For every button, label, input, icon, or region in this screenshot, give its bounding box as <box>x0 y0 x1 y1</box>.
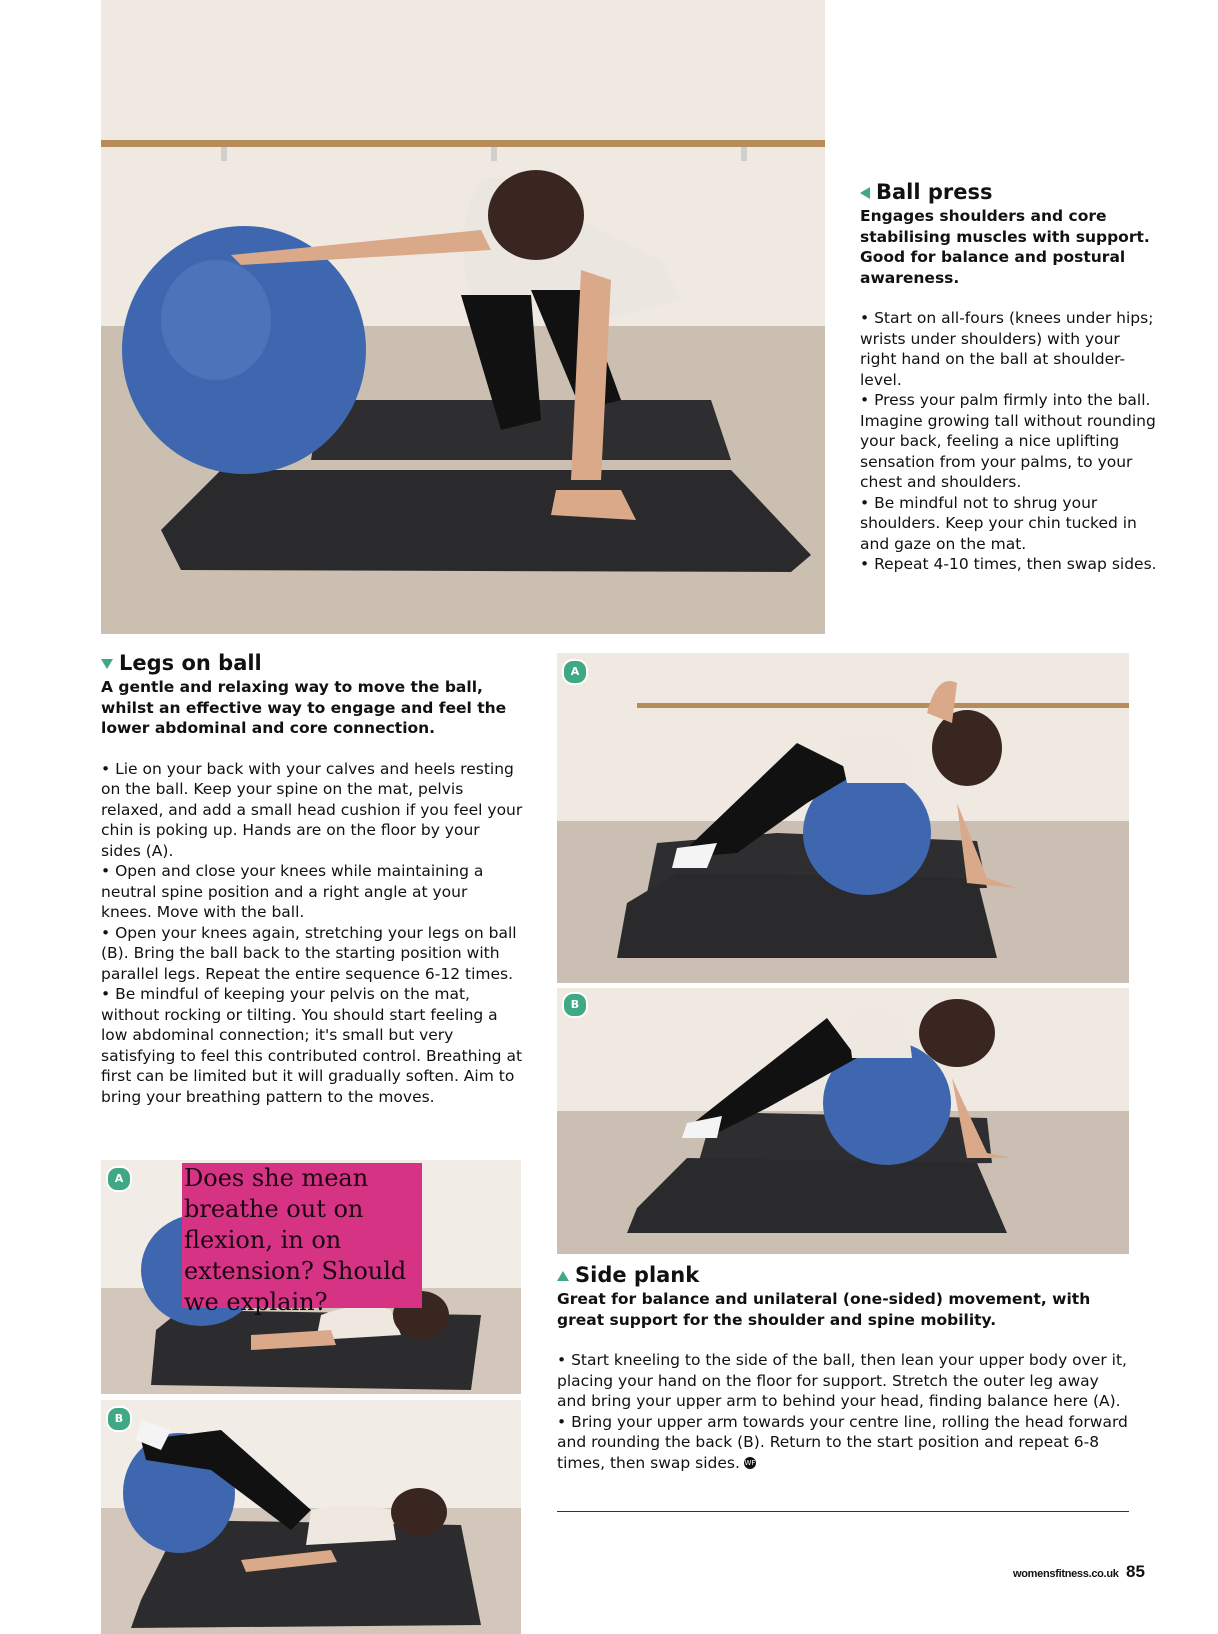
legs-on-ball-step-3: • Open your knees again, stretching your legs on ball (B). Bring the ball back to the starting position with parallel legs. Repeat the entire sequence 6-12 times. <box>101 923 517 983</box>
badge-b-side-plank: B <box>562 992 588 1018</box>
ball-press-step-2: • Press your palm firmly into the ball. Imagine growing tall without rounding your back, feeling a nice uplifting sensation from your palms, to your chest and shoulders. <box>860 391 1156 491</box>
side-plank-steps <box>557 1350 1129 1473</box>
bottom-rule <box>557 1511 1129 1512</box>
side-plank-photo-b <box>557 988 1129 1254</box>
ball-press-step-4: • Repeat 4-10 times, then swap sides. <box>860 555 1157 573</box>
triangle-up-icon <box>557 1271 569 1281</box>
footer-site: womensfitness.co.uk <box>1013 1568 1119 1580</box>
side-plank-heading: Side plank <box>557 1263 1129 1287</box>
editor-note: Does she mean breathe out on flexion, in on extension? Should we explain? <box>182 1163 422 1308</box>
triangle-down-icon <box>101 659 113 669</box>
legs-on-ball-steps <box>101 759 523 1108</box>
legs-on-ball-step-4: • Be mindful of keeping your pelvis on the mat, without rocking or tilting. You should start feeling a low abdominal connection; it's small but very satisfying to feel this contributed control. Breathing at first can be limited but it will gradually soften. Aim to bring your breathing pattern to the moves. <box>101 985 523 1106</box>
ball-press-step-3: • Be mindful not to shrug your shoulders. Keep your chin tucked in and gaze on the mat. <box>860 493 1137 553</box>
side-plank-step-2: • Bring your upper arm towards your centre line, rolling the head forward and rounding the back (B). Return to the start position and repeat 6-8 times, then swap sides. WF <box>557 1412 1128 1472</box>
side-plank-photo-a <box>557 653 1129 983</box>
ball-press-steps <box>860 308 1160 575</box>
triangle-left-icon <box>860 187 870 199</box>
ball-press-photo <box>101 0 825 634</box>
legs-on-ball-photo-b <box>101 1400 521 1634</box>
ball-press-heading: Ball press <box>860 180 1160 204</box>
legs-on-ball-intro: A gentle and relaxing way to move the ball, whilst an effective way to engage and feel the lower abdominal and core connection. <box>101 678 507 737</box>
ball-press-step-1: • Start on all-fours (knees under hips; wrists under shoulders) with your right hand on the ball at shoulder-level. <box>860 309 1154 389</box>
badge-a-legs-on-ball: A <box>106 1166 132 1192</box>
footer <box>1013 1562 1145 1582</box>
end-mark-icon: WF <box>744 1459 756 1467</box>
side-plank-intro: Great for balance and unilateral (one-sided) movement, with great support for the shoulder and spine mobility. <box>557 1290 1091 1329</box>
badge-a-side-plank: A <box>562 659 588 685</box>
side-plank-step-1: • Start kneeling to the side of the ball, then lean your upper body over it, placing your hand on the floor for support. Stretch the outer leg away and bring your upper arm to behind your head, finding balance here (A). <box>557 1351 1127 1410</box>
legs-on-ball-step-2: • Open and close your knees while maintaining a neutral spine position and a right angle at your knees. Move with the ball. <box>101 862 484 921</box>
badge-b-legs-on-ball: B <box>106 1406 132 1432</box>
legs-on-ball-heading: Legs on ball <box>101 651 523 675</box>
legs-on-ball-step-1: • Lie on your back with your calves and heels resting on the ball. Keep your spine on the mat, pelvis relaxed, and add a small head cushion if you feel your chin is poking up. Hands are on the floor by your sides (A). <box>101 759 523 860</box>
ball-press-intro: Engages shoulders and core stabilising muscles with support. Good for balance and postural awareness. <box>860 207 1150 287</box>
page-number: 85 <box>1126 1562 1145 1581</box>
